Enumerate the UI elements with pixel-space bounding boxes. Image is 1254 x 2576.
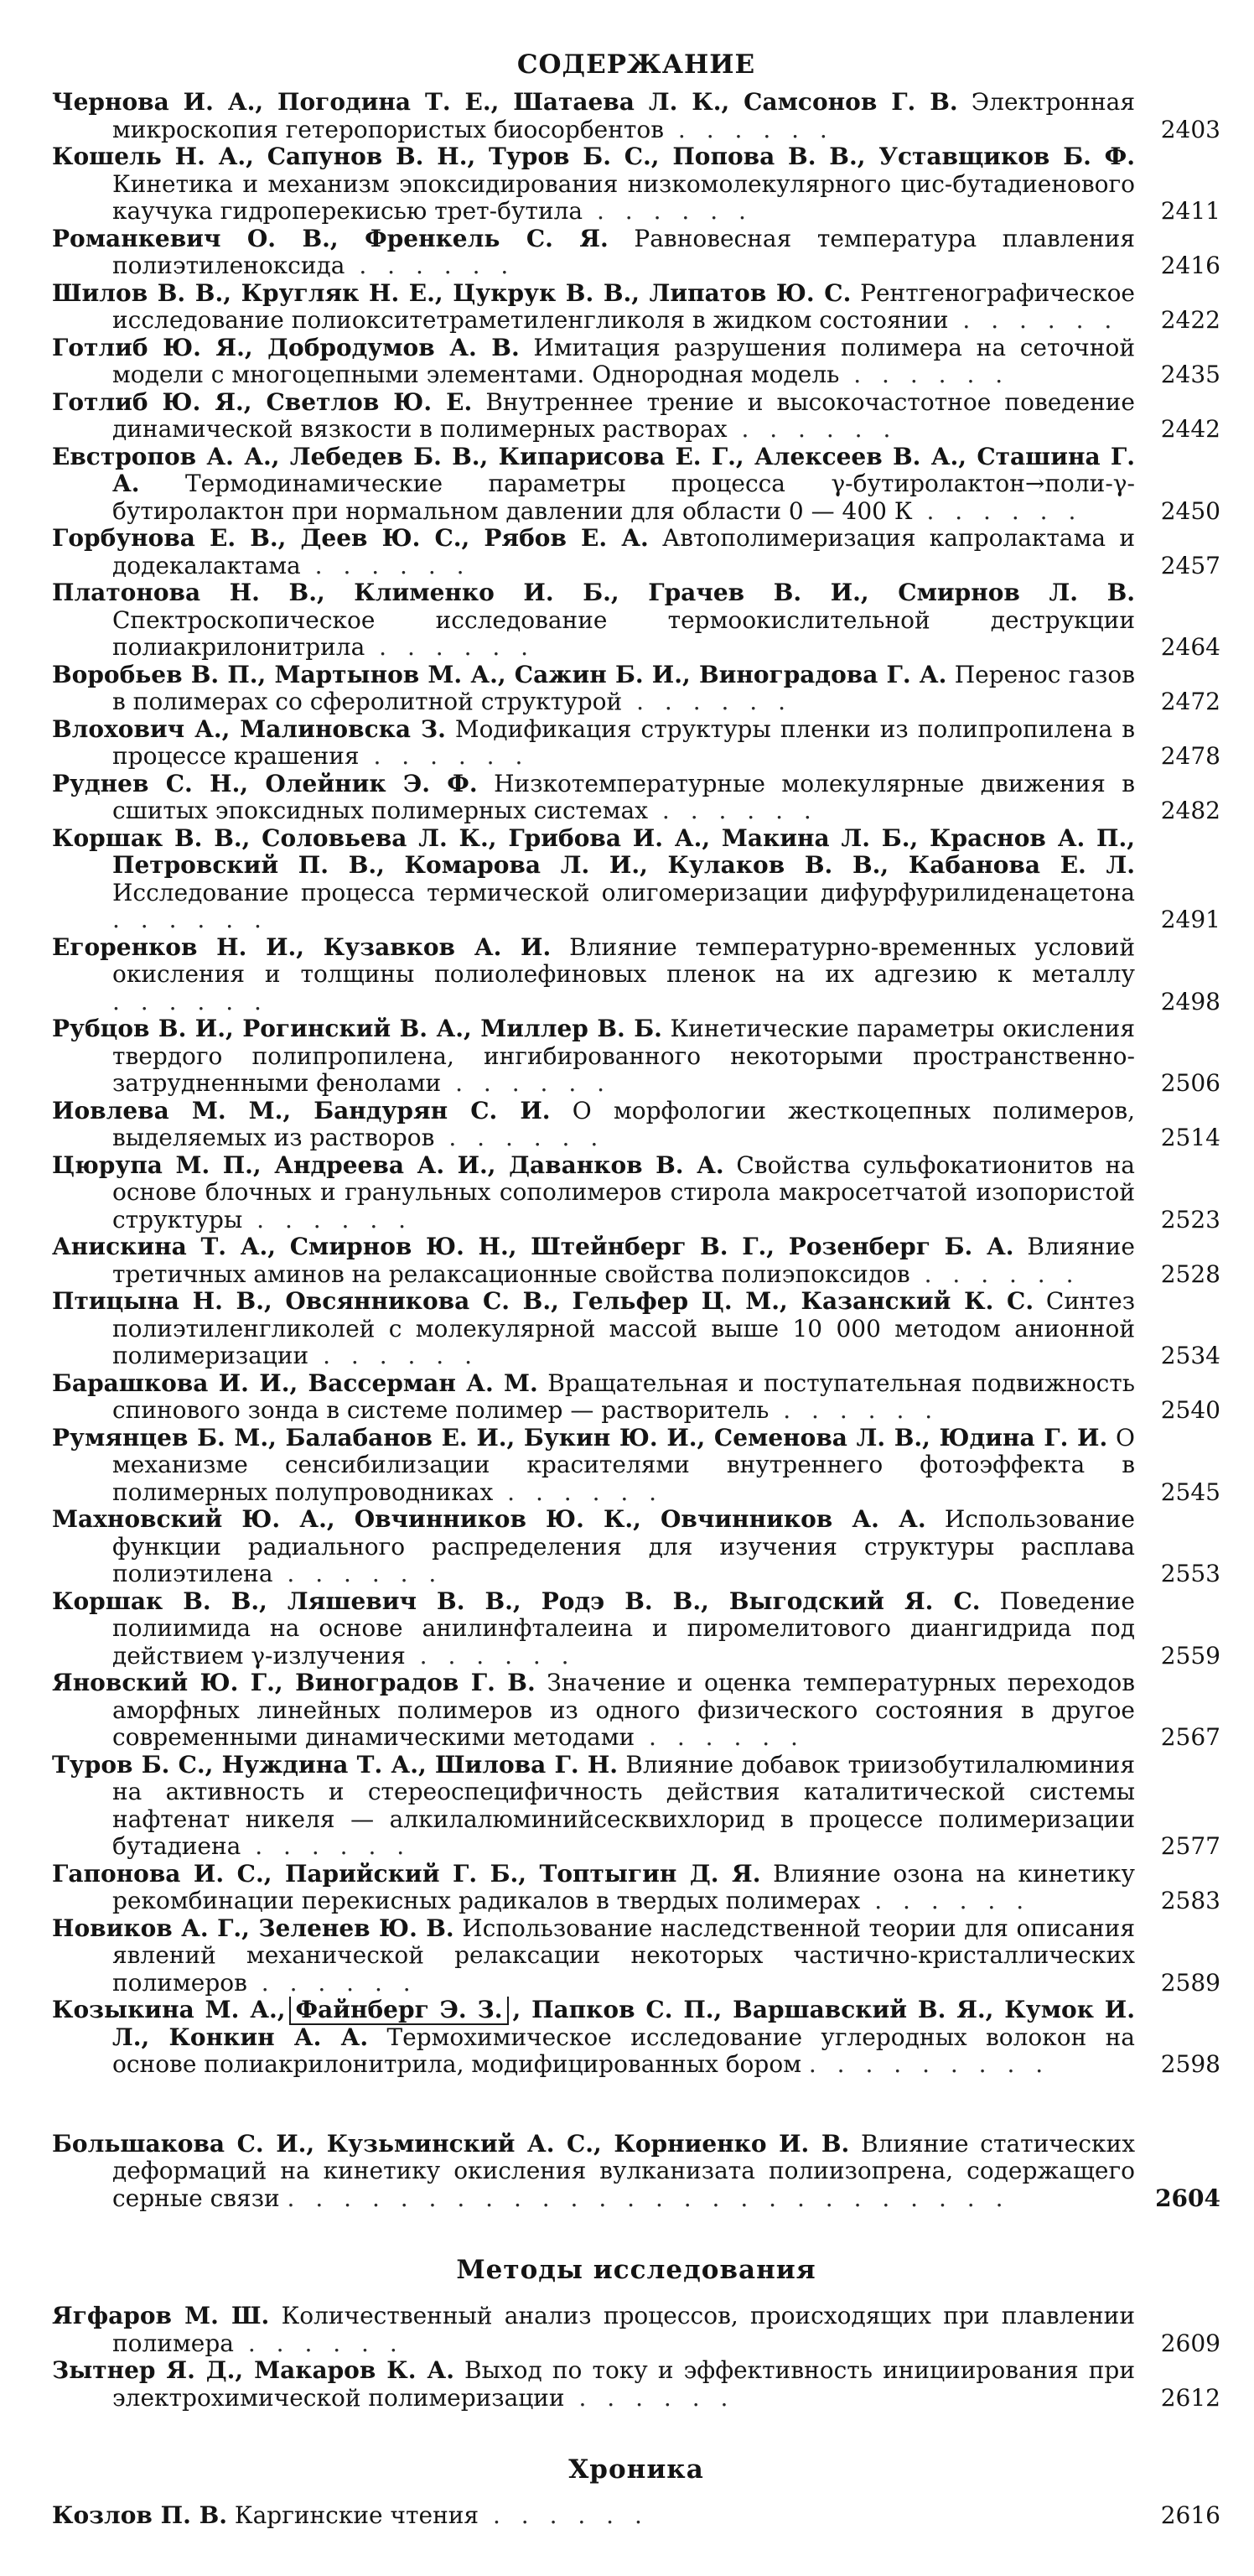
entry-page-number: 2583 bbox=[1160, 1887, 1220, 1914]
entry-title: Количественный анализ процессов, происходящих при плавлении полимера bbox=[112, 2303, 1135, 2357]
entry-title: Влияние добавок триизобутилалюминия на активность и стереоспецифичность действия каталитической системы нафтенат никеля — алкилалюминийсесквихлорид в процессе полимеризации бутадиена bbox=[112, 1751, 1135, 1860]
entry-authors: Готлиб Ю. Я., Добродумов А. В. bbox=[52, 334, 520, 361]
entry-page-number: 2491 bbox=[1160, 906, 1220, 933]
toc-list bbox=[52, 89, 1220, 1997]
entry-authors: Егоренков Н. И., Кузавков А. И. bbox=[52, 933, 552, 961]
entry-text: Козыкина М. А., Файнберг Э. З. , Папков С. П., Варшавский В. Я., Кумок И. Л., Конкин А. А. Термохимическое исследование углеродных волокон на основе полиакрилонитрила, модифицированных бором . . . . . . . . . bbox=[52, 1997, 1135, 2079]
entry-text: Рубцов В. И., Рогинский В. А., Миллер В. Б. Кинетические параметры окисления твердого полипропилена, ингибированного некоторыми пространственно-затрудненными фенолами . . . . . . bbox=[52, 1015, 1135, 1097]
toc-entry[interactable] bbox=[52, 579, 1220, 662]
toc-entry[interactable] bbox=[52, 226, 1220, 280]
entry-page-number: 2609 bbox=[1160, 2329, 1220, 2357]
entry-title: Синтез полиэтиленгликолей с молекулярной массой выше 10 000 методом анионной полимеризации bbox=[112, 1288, 1135, 1369]
entry-page-number: 2567 bbox=[1160, 1723, 1220, 1751]
entry-title: Перенос газов в полимерах со сферолитной структурой bbox=[112, 661, 1135, 715]
entry-title: Внутреннее трение и высокочастотное поведение динамической вязкости в полимерных растворах bbox=[112, 388, 1135, 443]
entry-authors: Козлов П. В. bbox=[52, 2502, 227, 2529]
entry-text: Платонова Н. В., Клименко И. Б., Грачев В. И., Смирнов Л. В. Спектроскопическое исследование термоокислительной деструкции полиакрилонитрила . . . . . . bbox=[52, 579, 1135, 661]
entry-page-number: 2403 bbox=[1160, 115, 1220, 143]
entry-title: Каргинские чтения bbox=[227, 2502, 479, 2529]
entry-authors: Евстропов А. А., Лебедев Б. В., Кипарисова Е. Г., Алексеев В. А., Сташина Г. А. bbox=[52, 443, 1135, 497]
entry-title: Вращательная и поступательная подвижность спинового зонда в системе полимер — растворитель bbox=[112, 1369, 1135, 1424]
entry-text: Горбунова Е. В., Деев Ю. С., Рябов Е. А. Автополимеризация капролактама и додекалактама . . . . . . bbox=[52, 525, 1135, 579]
entry-authors: Рубцов В. И., Рогинский В. А., Миллер В. Б. bbox=[52, 1015, 662, 1042]
entry-page-number: 2435 bbox=[1160, 361, 1220, 388]
entry-page-number: 2411 bbox=[1160, 197, 1220, 225]
entry-page-number: 2478 bbox=[1160, 742, 1220, 770]
toc-entry[interactable] bbox=[52, 1861, 1220, 1915]
entry-page-number: 2523 bbox=[1160, 1205, 1220, 1233]
toc-entry[interactable] bbox=[52, 771, 1220, 825]
entry-page-number: 2598 bbox=[1160, 2050, 1220, 2078]
entry-page-number: 2534 bbox=[1160, 1342, 1220, 1369]
entry-title: Рентгенографическое исследование полиокситетраметиленгликоля в жидком состоянии bbox=[112, 279, 1135, 334]
entry-page-number: 2498 bbox=[1160, 987, 1220, 1015]
entry-text: Анискина Т. А., Смирнов Ю. Н., Штейнберг В. Г., Розенберг Б. А. Влияние третичных аминов на релаксационные свойства полиэпоксидов . . . . . . bbox=[52, 1233, 1135, 1288]
entry-text: Коршак В. В., Соловьева Л. К., Грибова И. А., Макина Л. Б., Краснов А. П., Петровский П. В., Комарова Л. И., Кулаков В. В., Кабанова Е. Л. Исследование процесса термической олигомеризации дифурфурилиденацетона . . . . . . bbox=[52, 824, 1135, 933]
toc-entry[interactable] bbox=[52, 716, 1220, 771]
entry-authors: Туров Б. С., Нуждина Т. А., Шилова Г. Н. bbox=[52, 1751, 619, 1779]
entry-page-number: 2442 bbox=[1160, 415, 1220, 443]
entry-page-number: 2616 bbox=[1160, 2501, 1220, 2529]
entry-text: Ягфаров М. Ш. Количественный анализ процессов, происходящих при плавлении полимера . . . . . . bbox=[52, 2303, 1135, 2357]
entry-authors: Шилов В. В., Кругляк Н. Е., Цукрук В. В., Липатов Ю. С. bbox=[52, 279, 852, 307]
entry-text: Евстропов А. А., Лебедев Б. В., Кипарисова Е. Г., Алексеев В. А., Сташина Г. А. Термодинамические параметры процесса γ-бутиролактон→поли-γ-бутиролактон при нормальном давлении для области 0 — 400 К . . . . . . bbox=[52, 443, 1135, 525]
toc-entry[interactable] bbox=[52, 1425, 1220, 1507]
entry-title: Исследование процесса термической олигомеризации дифурфурилиденацетона bbox=[112, 878, 1135, 906]
entry-text: Руднев С. Н., Олейник Э. Ф. Низкотемпературные молекулярные движения в сшитых эпоксидных полимерных системах . . . . . . bbox=[52, 770, 1135, 824]
toc-entry[interactable] bbox=[52, 143, 1220, 226]
entry-page-number: 2450 bbox=[1160, 496, 1220, 525]
entry-page-number: 2553 bbox=[1160, 1560, 1220, 1587]
entry-text: Новиков А. Г., Зеленев Ю. В. Использование наследственной теории для описания явлений механической релаксации некоторых частично-кристаллических полимеров . . . . . . bbox=[52, 1914, 1135, 1997]
toc-entry[interactable] bbox=[52, 1997, 1220, 2079]
entry-authors: Воробьев В. П., Мартынов М. А., Сажин Б. И., Виноградова Г. А. bbox=[52, 661, 947, 688]
entry-page-number: 2506 bbox=[1160, 1069, 1220, 1097]
toc-entry[interactable] bbox=[52, 1098, 1220, 1152]
toc-entry[interactable] bbox=[52, 1015, 1220, 1098]
entry-authors: Готлиб Ю. Я., Светлов Ю. Е. bbox=[52, 388, 473, 416]
entry-text: Романкевич О. В., Френкель С. Я. Равновесная температура плавления полиэтиленоксида . . . . . . bbox=[52, 225, 1135, 279]
entry-title: Низкотемпературные молекулярные движения в сшитых эпоксидных полимерных системах bbox=[112, 770, 1135, 824]
entry-authors: Руднев С. Н., Олейник Э. Ф. bbox=[52, 770, 478, 797]
entry-title: О механизме сенсибилизации красителями внутреннего фотоэффекта в полимерных полупроводниках bbox=[112, 1424, 1135, 1506]
entry-text: Румянцев Б. М., Балабанов Е. И., Букин Ю. И., Семенова Л. В., Юдина Г. И. О механизме сенсибилизации красителями внутреннего фотоэффекта в полимерных полупроводниках . . . . . . bbox=[52, 1424, 1135, 1506]
toc-entry[interactable] bbox=[52, 389, 1220, 444]
toc-entry[interactable] bbox=[52, 934, 1220, 1016]
toc-entry[interactable] bbox=[52, 2303, 1220, 2357]
entry-authors: Платонова Н. В., Клименко И. Б., Грачев В. И., Смирнов Л. В. bbox=[52, 579, 1135, 606]
entry-authors: Чернова И. А., Погодина Т. Е., Шатаева Л. К., Самсонов Г. В. bbox=[52, 89, 958, 116]
entry-authors: Большакова С. И., Кузьминский А. С., Корниенко И. В. bbox=[52, 2130, 850, 2158]
entry-title: Поведение полиимида на основе анилинфталеина и пиромелитового диангидрида под действием γ-излучения bbox=[112, 1587, 1135, 1670]
entry-text: Егоренков Н. И., Кузавков А. И. Влияние температурно-временных условий окисления и толщины полиолефиновых пленок на их адгезию к металлу . . . . . . bbox=[52, 933, 1135, 1015]
boxed-author-name: Файнберг Э. З. bbox=[289, 1997, 510, 2025]
entry-title: Свойства сульфокатионитов на основе блочных и гранульных сополимеров стирола макросетчатой изопористой структуры bbox=[112, 1151, 1135, 1233]
toc-entry[interactable] bbox=[52, 1588, 1220, 1670]
entry-text: Чернова И. А., Погодина Т. Е., Шатаева Л. К., Самсонов Г. В. Электронная микроскопия гетеропористых биосорбентов . . . . . . bbox=[52, 89, 1135, 143]
toc-entry[interactable] bbox=[52, 2357, 1220, 2412]
entry-text: Барашкова И. И., Вассерман А. М. Вращательная и поступательная подвижность спинового зонда в системе полимер — растворитель . . . . . . bbox=[52, 1369, 1135, 1424]
entry-page-number: 2528 bbox=[1160, 1259, 1220, 1288]
entry-title: Использование наследственной теории для описания явлений механической релаксации некоторых частично-кристаллических полимеров bbox=[112, 1914, 1135, 1997]
toc-entry[interactable] bbox=[52, 1152, 1220, 1234]
entry-text: Готлиб Ю. Я., Добродумов А. В. Имитация разрушения полимера на сеточной модели с многоцепными элементами. Однородная модель . . . . . . bbox=[52, 334, 1135, 388]
entry-page-number: 2540 bbox=[1160, 1396, 1220, 1424]
entry-authors: Яновский Ю. Г., Виноградов Г. В. bbox=[52, 1670, 536, 1696]
entry-page-number: 2559 bbox=[1160, 1641, 1220, 1670]
entry-authors: Влохович А., Малиновска З. bbox=[52, 715, 446, 743]
entry-text: Влохович А., Малиновска З. Модификация структуры пленки из полипропилена в процессе крашения . . . . . . bbox=[52, 715, 1135, 770]
toc-entry[interactable] bbox=[52, 825, 1220, 934]
entry-title: Использование функции радиального распределения для изучения структуры расплава полиэтилена bbox=[112, 1506, 1135, 1587]
section-heading-chronicle: Хроника bbox=[568, 2454, 704, 2485]
entry-authors: Кошель Н. А., Сапунов В. Н., Туров Б. С., Попова В. В., Уставщиков Б. Ф. bbox=[52, 143, 1135, 170]
entry-title: Влияние статических деформаций на кинетику окисления вулканизата полиизопрена, содержащего серные связи bbox=[112, 2130, 1135, 2212]
toc-entry[interactable] bbox=[52, 280, 1220, 335]
toc-entry[interactable] bbox=[52, 1506, 1220, 1588]
entry-authors: Ягфаров М. Ш. bbox=[52, 2303, 270, 2329]
entry-title: Выход по току и эффективность инициирования при электрохимической полимеризации bbox=[112, 2357, 1135, 2412]
entry-text: Цюрупа М. П., Андреева А. И., Даванков В. А. Свойства сульфокатионитов на основе блочных и гранульных сополимеров стирола макросетчатой изопористой структуры . . . . . . bbox=[52, 1151, 1135, 1233]
entry-authors: Иовлева М. М., Бандурян С. И. bbox=[52, 1097, 551, 1124]
entry-title: Термохимическое исследование углеродных волокон на основе полиакрилонитрила, модифицированных бором bbox=[112, 2023, 1135, 2078]
toc-entry[interactable] bbox=[52, 89, 1220, 143]
entry-text: Махновский Ю. А., Овчинников Ю. К., Овчинников А. А. Использование функции радиального распределения для изучения структуры расплава полиэтилена . . . . . . bbox=[52, 1506, 1135, 1587]
entry-text: Зытнер Я. Д., Макаров К. А. Выход по току и эффективность инициирования при электрохимической полимеризации . . . . . . bbox=[52, 2357, 1135, 2412]
entry-authors: Коршак В. В., Ляшевич В. В., Родэ В. В., Выгодский Я. С. bbox=[52, 1587, 981, 1615]
entry-title: Влияние третичных аминов на релаксационные свойства полиэпоксидов bbox=[112, 1233, 1135, 1288]
entry-authors: Цюрупа М. П., Андреева А. И., Даванков В. А. bbox=[52, 1151, 724, 1179]
entry-page-number: 2482 bbox=[1160, 797, 1220, 824]
entry-text: Кошель Н. А., Сапунов В. Н., Туров Б. С., Попова В. В., Уставщиков Б. Ф. Кинетика и механизм эпоксидирования низкомолекулярного цис-бутадиенового каучука гидроперекисью трет-бутила . . . . . . bbox=[52, 143, 1135, 225]
entry-page-number: 2457 bbox=[1160, 551, 1220, 579]
chronicle-list bbox=[52, 2502, 1220, 2530]
entry-text: Коршак В. В., Ляшевич В. В., Родэ В. В., Выгодский Я. С. Поведение полиимида на основе анилинфталеина и пиромелитового диангидрида под действием γ-излучения . . . . . . bbox=[52, 1587, 1135, 1670]
toc-entry[interactable] bbox=[52, 1370, 1220, 1425]
entry-page-number: 2416 bbox=[1160, 252, 1220, 279]
entry-authors: Новиков А. Г., Зеленев Ю. В. bbox=[52, 1914, 454, 1942]
entry-authors: Птицына Н. В., Овсянникова С. В., Гельфер Ц. М., Казанский К. С. bbox=[52, 1288, 1034, 1315]
entry-title: Спектроскопическое исследование термоокислительной деструкции полиакрилонитрила bbox=[112, 605, 1135, 661]
toc-entry[interactable] bbox=[52, 335, 1220, 389]
entry-page-number: 2604 bbox=[1155, 2184, 1220, 2212]
entry-text: Туров Б. С., Нуждина Т. А., Шилова Г. Н. Влияние добавок триизобутилалюминия на активность и стереоспецифичность действия каталитической системы нафтенат никеля — алкилалюминийсесквихлорид в процессе полимеризации бутадиена . . . . . . bbox=[52, 1751, 1135, 1860]
entry-text: Большакова С. И., Кузьминский А. С., Корниенко И. В. Влияние статических деформаций на кинетику окисления вулканизата полиизопрена, содержащего серные связи . . . . . . . . . . . . . . . . . . . . . . . . . . bbox=[52, 2130, 1135, 2212]
entry-authors: Романкевич О. В., Френкель С. Я. bbox=[52, 225, 609, 252]
entry-title: О морфологии жесткоцепных полимеров, выделяемых из растворов bbox=[112, 1097, 1135, 1151]
entry-authors: Махновский Ю. А., Овчинников Ю. К., Овчинников А. А. bbox=[52, 1506, 926, 1533]
toc-entry[interactable] bbox=[52, 1752, 1220, 1861]
entry-title: Автополимеризация капролактама и додекалактама bbox=[112, 525, 1135, 579]
entry-text: Гапонова И. С., Парийский Г. Б., Топтыгин Д. Я. Влияние озона на кинетику рекомбинации перекисных радикалов в твердых полимерах . . . . . . bbox=[52, 1860, 1135, 1914]
toc-entry[interactable] bbox=[52, 525, 1220, 579]
entry-text: Козлов П. В. Каргинские чтения . . . . . . bbox=[52, 2502, 649, 2529]
section-heading-methods: Методы исследования bbox=[456, 2255, 816, 2285]
entry-authors: Горбунова Е. В., Деев Ю. С., Рябов Е. А. bbox=[52, 525, 649, 552]
entry-authors: Анискина Т. А., Смирнов Ю. Н., Штейнберг В. Г., Розенберг Б. А. bbox=[52, 1233, 1014, 1260]
entry-title: Значение и оценка температурных переходов аморфных линейных полимеров из одного физического состояния в другое современными динамическими методами bbox=[112, 1670, 1135, 1751]
toc-entry[interactable] bbox=[52, 1233, 1220, 1288]
entry-title: Термодинамические параметры процесса γ-бутиролактон→поли-γ-бутиролактон при нормальном давлении для области 0 — 400 К bbox=[112, 470, 1135, 525]
entry-authors: Коршак В. В., Соловьева Л. К., Грибова И. А., Макина Л. Б., Краснов А. П., Петровский П. В., Комарова Л. И., Кулаков В. В., Кабанова Е. Л. bbox=[52, 824, 1135, 879]
entry-text: Готлиб Ю. Я., Светлов Ю. Е. Внутреннее трение и высокочастотное поведение динамической вязкости в полимерных растворах . . . . . . bbox=[52, 388, 1135, 443]
toc-entry[interactable] bbox=[52, 2502, 1220, 2530]
methods-list bbox=[52, 2303, 1220, 2412]
entry-authors: Зытнер Я. Д., Макаров К. А. bbox=[52, 2357, 454, 2384]
entry-page-number: 2612 bbox=[1160, 2383, 1220, 2412]
toc-entry[interactable] bbox=[52, 1670, 1220, 1752]
entry-text: Яновский Ю. Г., Виноградов Г. В. Значение и оценка температурных переходов аморфных линейных полимеров из одного физического состояния в другое современными динамическими методами . . . . . . bbox=[52, 1670, 1135, 1751]
entry-page-number: 2514 bbox=[1160, 1124, 1220, 1151]
entry-title: Электронная микроскопия гетеропористых биосорбентов bbox=[112, 89, 1135, 143]
entry-authors: Козыкина М. А., Файнберг Э. З. , Папков С. П., Варшавский В. Я., Кумок И. Л., Конкин А. А. bbox=[52, 1997, 1135, 2051]
entry-title: Влияние озона на кинетику рекомбинации перекисных радикалов в твердых полимерах bbox=[112, 1860, 1135, 1914]
toc-entry[interactable] bbox=[52, 444, 1220, 526]
page-heading: СОДЕРЖАНИЕ bbox=[516, 49, 756, 80]
entry-page-number: 2472 bbox=[1160, 688, 1220, 715]
entry-title: Кинетические параметры окисления твердого полипропилена, ингибированного некоторыми пространственно-затрудненными фенолами bbox=[112, 1015, 1135, 1097]
entry-page-number: 2589 bbox=[1160, 1968, 1220, 1997]
entry-page-number: 2464 bbox=[1160, 633, 1220, 661]
toc-entry[interactable] bbox=[52, 2131, 1220, 2213]
entry-page-number: 2577 bbox=[1160, 1832, 1220, 1860]
toc-entry[interactable] bbox=[52, 662, 1220, 716]
entry-text: Воробьев В. П., Мартынов М. А., Сажин Б. И., Виноградова Г. А. Перенос газов в полимерах со сферолитной структурой . . . . . . bbox=[52, 661, 1135, 715]
entry-title: Кинетика и механизм эпоксидирования низкомолекулярного цис-бутадиенового каучука гидроперекисью трет-бутила bbox=[112, 169, 1135, 225]
entry-page-number: 2422 bbox=[1160, 306, 1220, 334]
toc-entry[interactable] bbox=[52, 1915, 1220, 1997]
entry-authors: Гапонова И. С., Парийский Г. Б., Топтыгин Д. Я. bbox=[52, 1860, 761, 1888]
entry-text: Шилов В. В., Кругляк Н. Е., Цукрук В. В., Липатов Ю. С. Рентгенографическое исследование полиокситетраметиленгликоля в жидком состоянии . . . . . . bbox=[52, 279, 1135, 334]
entry-page-number: 2545 bbox=[1160, 1478, 1220, 1506]
entry-text: Иовлева М. М., Бандурян С. И. О морфологии жесткоцепных полимеров, выделяемых из растворов . . . . . . bbox=[52, 1097, 1135, 1151]
entry-authors: Румянцев Б. М., Балабанов Е. И., Букин Ю. И., Семенова Л. В., Юдина Г. И. bbox=[52, 1424, 1108, 1452]
entry-title: Модификация структуры пленки из полипропилена в процессе крашения bbox=[112, 715, 1135, 770]
entry-title: Имитация разрушения полимера на сеточной модели с многоцепными элементами. Однородная модель bbox=[112, 334, 1135, 388]
entry-authors: Барашкова И. И., Вассерман А. М. bbox=[52, 1369, 538, 1397]
entry-text: Птицына Н. В., Овсянникова С. В., Гельфер Ц. М., Казанский К. С. Синтез полиэтиленгликолей с молекулярной массой выше 10 000 методом анионной полимеризации . . . . . . bbox=[52, 1288, 1135, 1369]
toc-entry[interactable] bbox=[52, 1288, 1220, 1370]
entry-title: Влияние температурно-временных условий окисления и толщины полиолефиновых пленок на их адгезию к металлу bbox=[112, 933, 1135, 988]
entry-title: Равновесная температура плавления полиэтиленоксида bbox=[112, 225, 1135, 279]
